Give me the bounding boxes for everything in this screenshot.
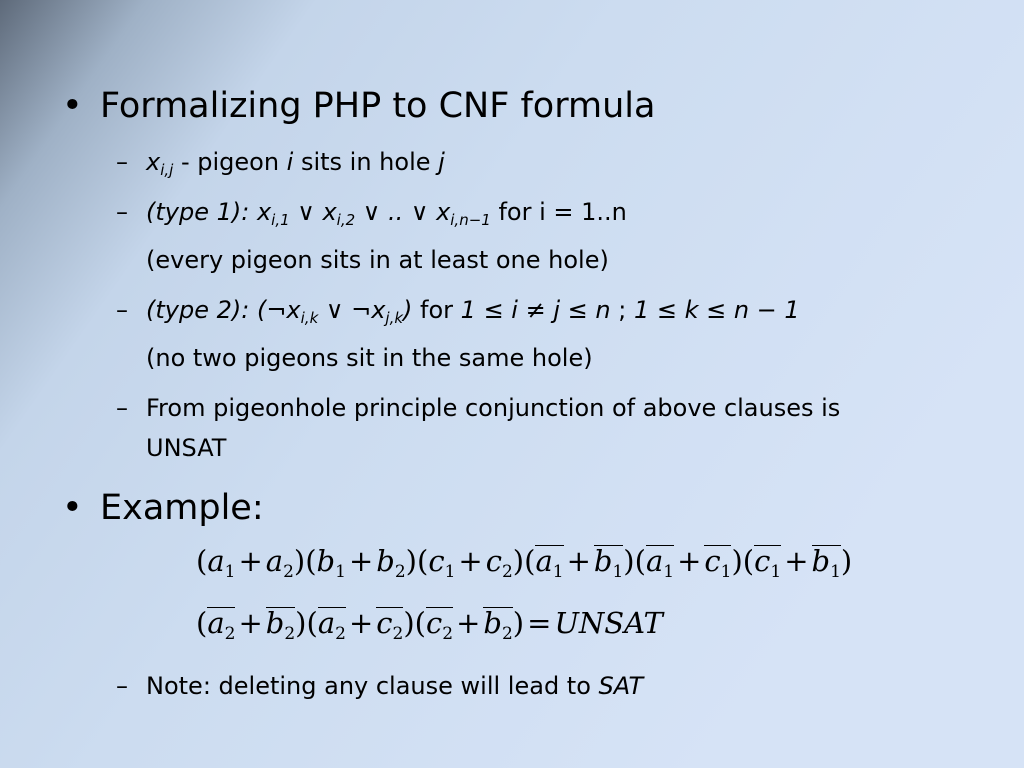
sub-text: (type 2): ($\neg x_{i,k}$ ∨ $\neg x_{j,k}$) for 1 ≤ i ≠ j ≤ n ; 1 ≤ k ≤ n − 1 bbox=[146, 296, 800, 327]
sub-text: Note: deleting any clause will lead to SAT bbox=[146, 672, 644, 700]
dash: – bbox=[116, 394, 128, 422]
sub-text: $x_{i,j}$ - pigeon i sits in hole j bbox=[146, 148, 445, 179]
bullet-text: Formalizing PHP to CNF formula bbox=[100, 86, 656, 126]
dash: – bbox=[116, 198, 128, 226]
formula-line-1: $(a_1 + a_2)(b_1 + b_2)(c_1 + c_2)(a_1 + b_1)(a_1 + c_1)(c_1 + b_1)$ bbox=[196, 544, 853, 582]
sub-principle-line2: UNSAT bbox=[146, 434, 227, 462]
bullet-text: Example: bbox=[100, 488, 264, 528]
sub-text: From pigeonhole principle conjunction of above clauses is bbox=[146, 394, 841, 422]
formula-line-2: $(a_2 + b_2)(a_2 + c_2)(c_2 + b_2)$ = UNSAT bbox=[196, 606, 663, 644]
bullet-dot: • bbox=[62, 86, 83, 126]
bullet-dot: • bbox=[62, 488, 83, 528]
sub-text: (type 1): $x_{i,1}$ ∨ $x_{i,2}$ ∨ .. ∨ $x_{i,n-1}$ for i = 1..n bbox=[146, 198, 627, 229]
dash: – bbox=[116, 148, 128, 176]
dash: – bbox=[116, 296, 128, 324]
dash: – bbox=[116, 672, 128, 700]
sub-type1-note: (every pigeon sits in at least one hole) bbox=[146, 246, 609, 274]
sub-type2-note: (no two pigeons sit in the same hole) bbox=[146, 344, 593, 372]
